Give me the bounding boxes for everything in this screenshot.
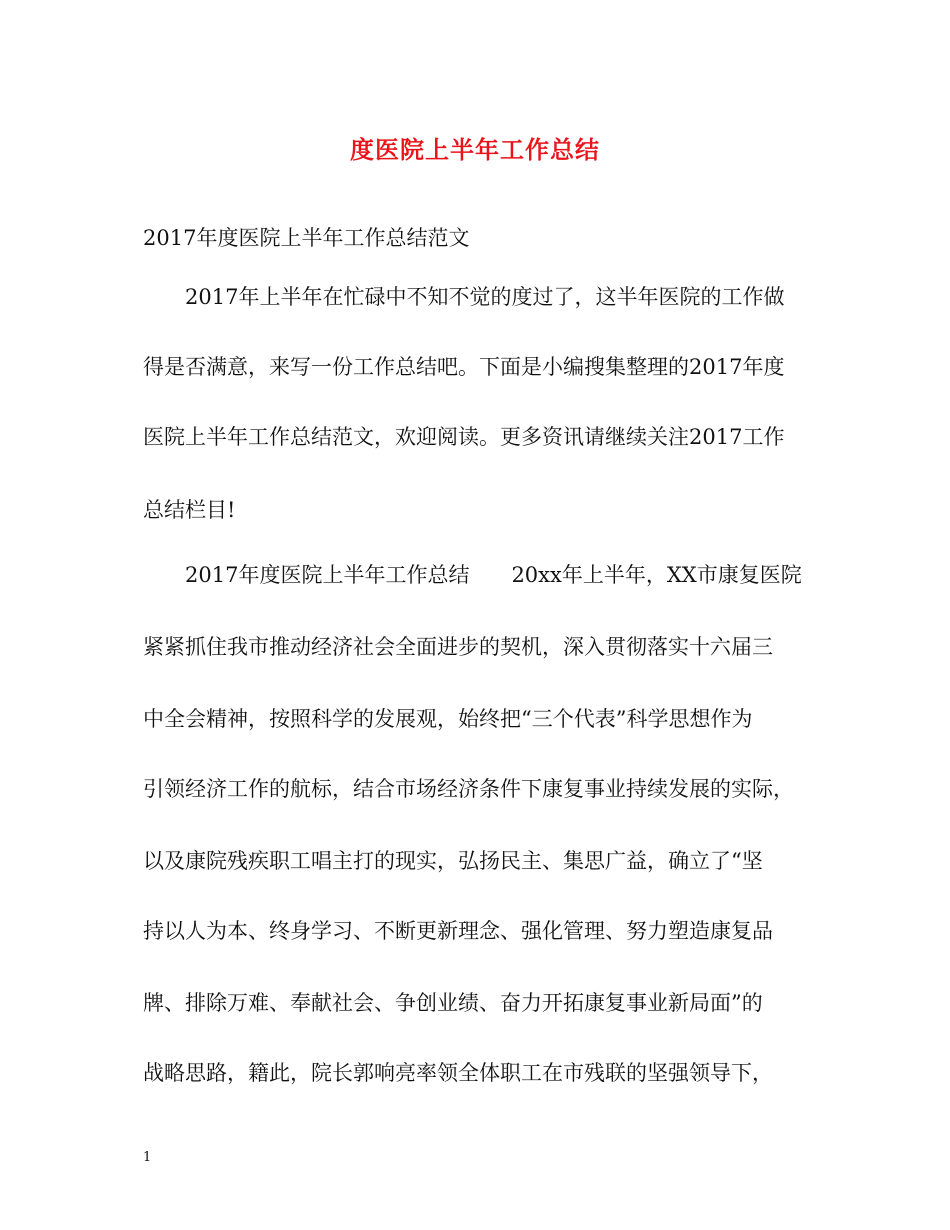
- paragraph-line: 中全会精神，按照科学的发展观，始终把“三个代表”科学思想作为: [143, 707, 753, 731]
- paragraph-line: 总结栏目!: [143, 498, 236, 522]
- paragraph-line: 持以人为本、终身学习、不断更新理念、强化管理、努力塑造康复品: [143, 919, 773, 943]
- paragraph-line: 战略思路，籍此，院长郭响亮率领全体职工在市残联的坚强领导下，: [143, 1061, 773, 1085]
- paragraph-line: 医院上半年工作总结范文，欢迎阅读。更多资讯请继续关注2017工作: [143, 425, 785, 449]
- paragraph-line: 2017年上半年在忙碌中不知不觉的度过了，这半年医院的工作做: [185, 285, 785, 309]
- paragraph-line: 牌、排除万难、奉献社会、争创业绩、奋力开拓康复事业新局面”的: [143, 991, 763, 1015]
- paragraph-line: 2017年度医院上半年工作总结 20xx年上半年，XX市康复医院: [185, 563, 802, 587]
- paragraph-line: 以及康院残疾职工唱主打的现实，弘扬民主、集思广益，确立了“坚: [143, 849, 763, 873]
- paragraph-line: 引领经济工作的航标，结合市场经济条件下康复事业持续发展的实际，: [143, 777, 794, 801]
- subtitle-line: 2017年度医院上半年工作总结范文: [143, 226, 470, 250]
- page-number: 1: [143, 1150, 152, 1165]
- paragraph-line: 紧紧抓住我市推动经济社会全面进步的契机，深入贯彻落实十六届三: [143, 635, 773, 659]
- paragraph-line: 得是否满意，来写一份工作总结吧。下面是小编搜集整理的2017年度: [143, 355, 785, 379]
- document-title: 度医院上半年工作总结: [350, 135, 600, 164]
